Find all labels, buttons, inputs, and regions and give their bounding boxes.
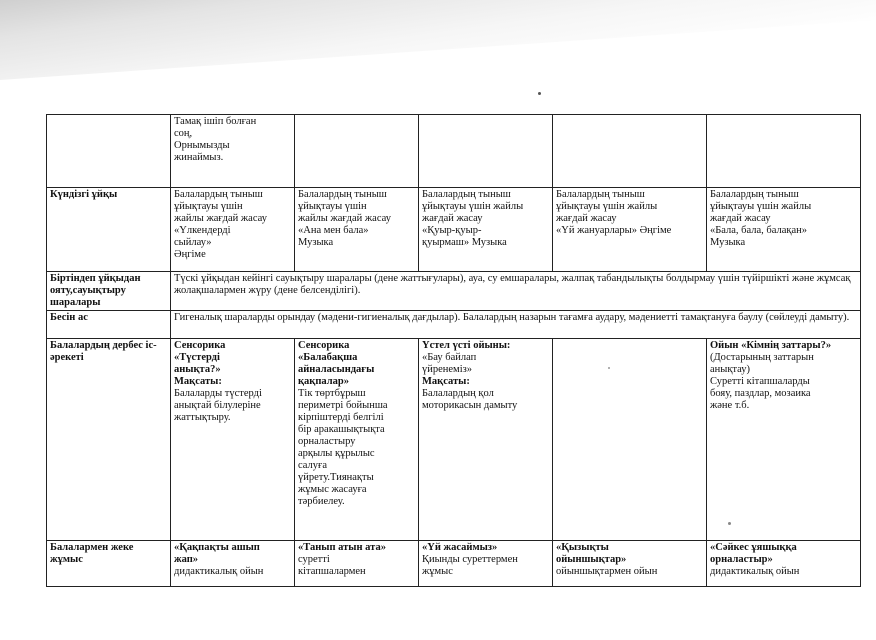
row-label-snack: Бесін ас <box>47 311 171 339</box>
cell-independent-1: Сенсорика «Түстерді анықта?» Мақсаты: Балаларды түстерді анықтай білулеріне жаттықтыру. <box>171 339 295 541</box>
cell-empty <box>553 115 707 188</box>
cell-snack: Гигеналық шараларды орындау (мәдени-гигиеналық дағдылар). Балалардың назарын тағамға аудару, мәдениетті тамақтануға баулу (сөйлеуді дамыту). <box>171 311 861 339</box>
row-label-individual: Балалармен жеке жұмыс <box>47 541 171 587</box>
cell-nap-1: Балалардың тыныш ұйықтауы үшін жайлы жағдай жасау «Үлкендерді сыйлау» Әңгіме <box>171 188 295 272</box>
daily-plan-table <box>46 114 861 587</box>
row-snack <box>47 311 861 339</box>
row-label-empty <box>47 115 171 188</box>
row-label-wake-up: Біртіндеп ұйқыдан ояту,сауықтыру шаралары <box>47 272 171 311</box>
cell-individual-2: «Танып атын ата» суретті кітапшалармен <box>295 541 419 587</box>
cell-independent-3: Үстел үсті ойыны: «Бау байлап үйренеміз» Мақсаты: Балалардың қол моторикасын дамыту <box>419 339 553 541</box>
cell-nap-3: Балалардың тыныш ұйықтауы үшін жайлы жағдай жасау «Қуыр-қуыр- қуырмаш» Музыка <box>419 188 553 272</box>
cell-empty <box>707 115 861 188</box>
cell-individual-5: «Сәйкес ұяшыққа орналастыр» дидактикалық ойын <box>707 541 861 587</box>
cell-nap-5: Балалардың тыныш ұйықтауы үшін жайлы жағдай жасау «Бала, бала, балақан» Музыка <box>707 188 861 272</box>
cell-after-meal: Тамақ ішіп болған соң, Орнымызды жинаймыз. <box>171 115 295 188</box>
cell-independent-5: Ойын «Кімнің заттары?» (Достарының заттарын анықтау) Суретті кітапшаларды бояу, паздлар, мозаика және т.б. <box>707 339 861 541</box>
cell-individual-4: «Қызықты ойыншықтар» ойыншықтармен ойын <box>553 541 707 587</box>
cell-individual-1: «Қақпақты ашып жап» дидактикалық ойын <box>171 541 295 587</box>
row-label-independent: Балалардың дербес іс-әрекеті <box>47 339 171 541</box>
row-individual <box>47 541 861 587</box>
cell-independent-2: Сенсорика «Балабақша айналасындағы қақпалар» Тік төртбұрыш периметрі бойынша кірпіштерді белгілі бір аракашықтықта орналастыру арқылы құрылыс салуға үйрету.Тиянақты жұмыс жасауға тәрбиелеу. <box>295 339 419 541</box>
row-label-nap: Күндізгі ұйқы <box>47 188 171 272</box>
cell-empty <box>295 115 419 188</box>
cell-nap-4: Балалардың тыныш ұйықтауы үшін жайлы жағдай жасау «Үй жануарлары» Әңгіме <box>553 188 707 272</box>
row-wake-up <box>47 272 861 311</box>
row-after-meal <box>47 115 861 188</box>
scan-speck <box>538 92 541 95</box>
cell-nap-2: Балалардың тыныш ұйықтауы үшін жайлы жағдай жасау «Ана мен бала» Музыка <box>295 188 419 272</box>
cell-individual-3: «Үй жасаймыз» Қиынды суреттермен жұмыс <box>419 541 553 587</box>
scan-shadow <box>0 0 876 90</box>
cell-independent-4 <box>553 339 707 541</box>
cell-empty <box>419 115 553 188</box>
row-nap <box>47 188 861 272</box>
row-independent <box>47 339 861 541</box>
cell-wake-up: Түскі ұйқыдан кейінгі сауықтыру шаралары (дене жаттығулары), ауа, су емшаралары, жалпақ табандылықты болдырмау үшін түйіршікті және жұмсақ жолақшалармен жүру (дене белсенділігі). <box>171 272 861 311</box>
